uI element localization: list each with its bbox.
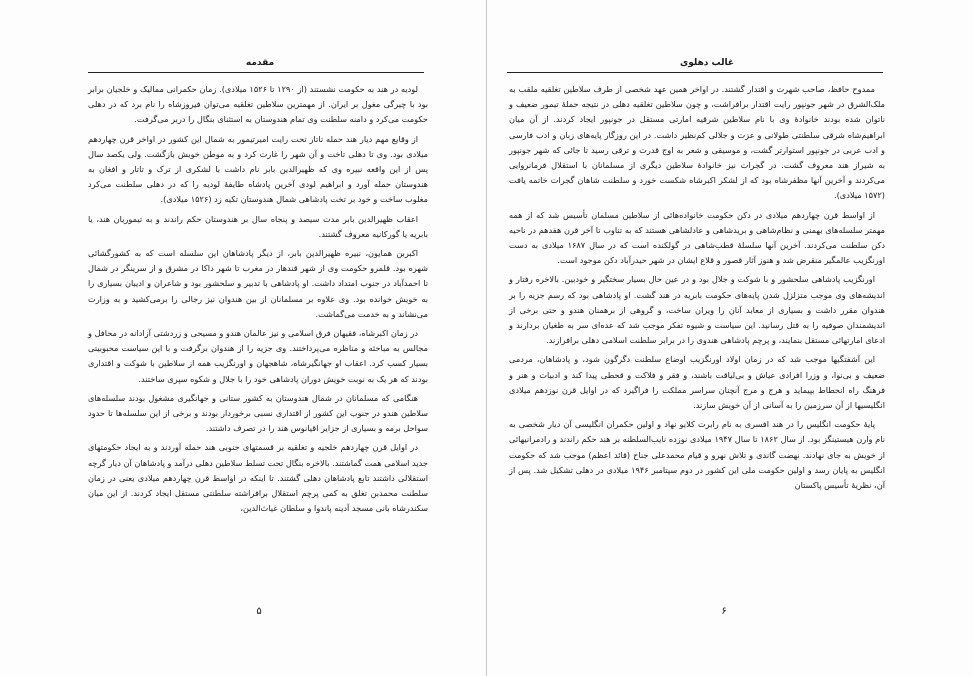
paragraph: اکبربن همایون، نبیره ظهیرالدین بابر، از دیگر پادشاهان این سلسله است که به کشورگشائی شهره بود. قلمرو حکومت وی از شهر قندهار در مغرب تا شهر داکا در مشرق و از سرینگر در شمال تا احمدآباد در جنوب امتداد داشت. او پادشاهی با تدبیر و سلحشور بود و شاعران و ادیبان بسیاری را به خویش خوانده بود. وی علاوه بر مسلمانان از بین هندوان نیز رجالی را برمی‌کشید و به وزارت می‌نشاند و به خدمت می‌گماشت. [88, 248, 428, 319]
paragraph: این آشفتگیها موجب شد که در زمان اولاد اورنگزیب اوضاع سلطنت دگرگون شود، و پادشاهان، مردمی ضعیف و بی‌نوا، و وزرا افرادی عیاش و بی‌لیاقت باشند، و فقر و فلاکت و قحطی پیدا کند و ادبیات و هنر و فرهنگ راه انحطاط بپیماید و هرج و مرج آنچنان سراسر مملکت را فراگیرد که در اوایل قرن نوزدهم میلادی انگلیسیها از آن سرزمین را به آسانی از آن خویش سازند. [509, 354, 885, 411]
right-page [487, 0, 973, 676]
left-page [0, 0, 486, 676]
paragraph: ممدوح حافظ، صاحب شهرت و اقتدار گشتند. در اواخر همین عهد شخصی از طرف سلاطین تغلقیه ملقب به ملک‌الشرق در شهر جونپور رایت اقتدار برافراشت، و چون سلاطین تغلقیه دهلی در نتیجه حملهٔ تیمور ضعیف و ناتوان شده بودند خانوادهٔ وی با نام سلاطین شرقیه امارتی مستقل در جونپور ایجاد کردند. از آن میان ابراهیم‌شاه شرقی سلطنتی طولانی و عزت و جلالی کم‌نظیر داشت. در این روزگار پایه‌های زبان و ادب فارسی و ادب عربی در جونپور استوارتر گشت، و موسیقی و شعر به اوج قدرت و ترقی رسید تا جائی که شهر جونپور به شیراز هند معروف گشت. در گجرات نیز خانوادهٔ سلاطین دیگری از مسلمانان با استقلال فرمانروایی می‌کردند و آخرین آنها مظفرشاه بود که از لشکر اکبرشاه شکست خورد و سلطنت شاهان گجرات خاتمه یافت (۱۵۷۲ میلادی). [509, 84, 885, 201]
page-number: ۶ [721, 606, 727, 617]
page-body [88, 82, 428, 520]
header-rule [507, 72, 883, 73]
page-body [509, 82, 885, 497]
running-header: غالب دهلوی [680, 58, 734, 68]
running-header: مقدمه [245, 58, 275, 68]
paragraph: در زمان اکبرشاه، فقیهان فرق اسلامی و نیز عالمان هندو و مسیحی و زردشتی آزادانه در محافل و مجالس به مباحثه و مناظره می‌پرداختند. وی جزیه را از هندوان برگرفت و با این سیاست محبوبیتی بسیار کسب کرد. اعقاب او جهانگیرشاه، شاهجهان و اورنگزیب همه از سلاطین با شوکت و اقتداری بودند که هر یک به نوبت خویش دوران پادشاهی خود را با جلال و شکوه سپری ساختند. [88, 328, 428, 384]
paragraph: پایهٔ حکومت انگلیس را در هند افسری به نام رابرت کلایو نهاد و اولین حکمران انگلیسی آن دیار شخصی به نام وارن هیستینگز بود. از سال ۱۸۶۲ تا سال ۱۹۴۷ میلادی نوزده نایب‌السلطنه بر هند حکم راندند و رادمرانیهائی از خویش به جای نهادند. نهضت گاندی و تلاش نهرو و قیام محمدعلی جناح (قائد اعظم) موجب شد که حکومت انگلیس به پایان رسد و اولین حکومت ملی این کشور در دوم سپتامبر ۱۹۴۶ میلادی در دهلی تشکیل شد. پس از آن، نظریهٔ تأسیس پاکستان [509, 419, 885, 491]
paragraph: هنگامی که مسلمانان در شمال هندوستان به کشور ستانی و جهانگیری مشغول بودند سلسله‌های سلاطین هندو در جنوب این کشور از اقتداری نسبی برخوردار بودند و برخی از این سلسله‌ها تا حدود سواحل برمه و بسیاری از جزایر اقیانوس هند را در تصرف داشتند. [88, 392, 428, 434]
paragraph: اعقاب ظهیرالدین بابر مدت سیصد و پنجاه سال بر هندوستان حکم راندند و به تیموریان هند، یا بابریه یا گورکانیه معروف گشتند. [88, 213, 428, 239]
paragraph: از وقایع مهم دیار هند حمله تاتار تحت رایت امیرتیمور به شمال این کشور در اواخر قرن چهاردهم میلادی بود. وی تا دهلی تاخت و آن شهر را غارت کرد و به موطن خویش بازگشت. ولی یکصد سال پس از این واقعه نبیره وی که ظهیرالدین بابر نام داشت با لشکری از ترک و تاتار و افغان به هندوستان حمله آورد و ابراهیم لودی آخرین پادشاه طایفهٔ لودیه را که در دهلی سلطنت می‌کرد مغلوب ساخت و خود بر تخت پادشاهی شمال هندوستان تکیه زد (۱۵۲۶ میلادی). [88, 133, 428, 205]
page-number: ۵ [256, 606, 262, 617]
paragraph: در اوایل قرن چهاردهم خلجیه و تغلقیه بر قسمتهای جنوبی هند حمله آوردند و به ایجاد حکومتهای جدید اسلامی همت گماشتند. بالاخره بنگال تحت تسلط سلاطین دهلی درآمد و پادشاهان آن دیار گرچه استقلالی داشتند تابع پادشاهان دهلی گشتند. تا اینکه در اواسط قرن چهاردهم میلادی یعنی در زمان سلطنت محمدبن تغلق به کمی پرچم استقلال برافراشته سلطنتی مستقل ایجاد کردند. از این میان سکندرشاه بانی مسجد آدینه پاندوا و سلطان غیاث‌الدین، [88, 442, 428, 514]
header-rule [88, 72, 424, 73]
paragraph: از اواسط قرن چهاردهم میلادی در دکن حکومت خانواده‌هائی از سلاطین مسلمان تأسیس شد که از همه مهمتر سلسله‌های بهمنی و نظام‌شاهی و بریدشاهی و عادلشاهی هستند که به تناوب تا آخر قرن هفدهم در ناحیه دکن سلطنت می‌کردند. آخرین آنها سلسلهٔ قطب‌شاهی در گولکنده است که در سال ۱۶۸۷ میلادی به دست اورنگزیب عالمگیر منقرض شد و هنوز آثار قصور و قلاع ایشان در شهر حیدرآباد دکن موجود است. [509, 209, 885, 266]
paragraph: اورنگزیب پادشاهی سلحشور و با شوکت و جلال بود و در عین حال بسیار سختگیر و خودبین. بالاخره رفتار و اندیشه‌های وی موجب متزلزل شدن پایه‌های حکومت بابریه در هند گشت. او پادشاهی بود که رسم جزیه را بر هندوان مقرر داشت و بسیاری از معابد آنان را ویران ساخت، و گروهی از برهمنان هندو و حتی برخی از اندیشمندان صوفیه را به قتل رسانید. این سیاست و شیوه تفکر موجب شد که عده‌ای سر به طغیان بردارند و ادعای امارتهائی مستقل بنمایند، و پرچم پادشاهی هندوی را در برابر سلطنت اسلامی دهلی برافرازند. [509, 274, 885, 346]
paragraph: لودیه در هند به حکومت نشستند (از ۱۲۹۰ تا ۱۵۲۶ میلادی). زمان حکمرانی ممالیک و خلجیان برابر بود با چیرگی مغول بر ایران. از مهمترین سلاطین تغلقیه می‌توان فیروزشاه را نام برد که در دهلی حکومت می‌کرد و دامنه سلطنت وی تمام هندوستان به استثنای بنگال را دربر می‌گرفت. [88, 84, 428, 125]
